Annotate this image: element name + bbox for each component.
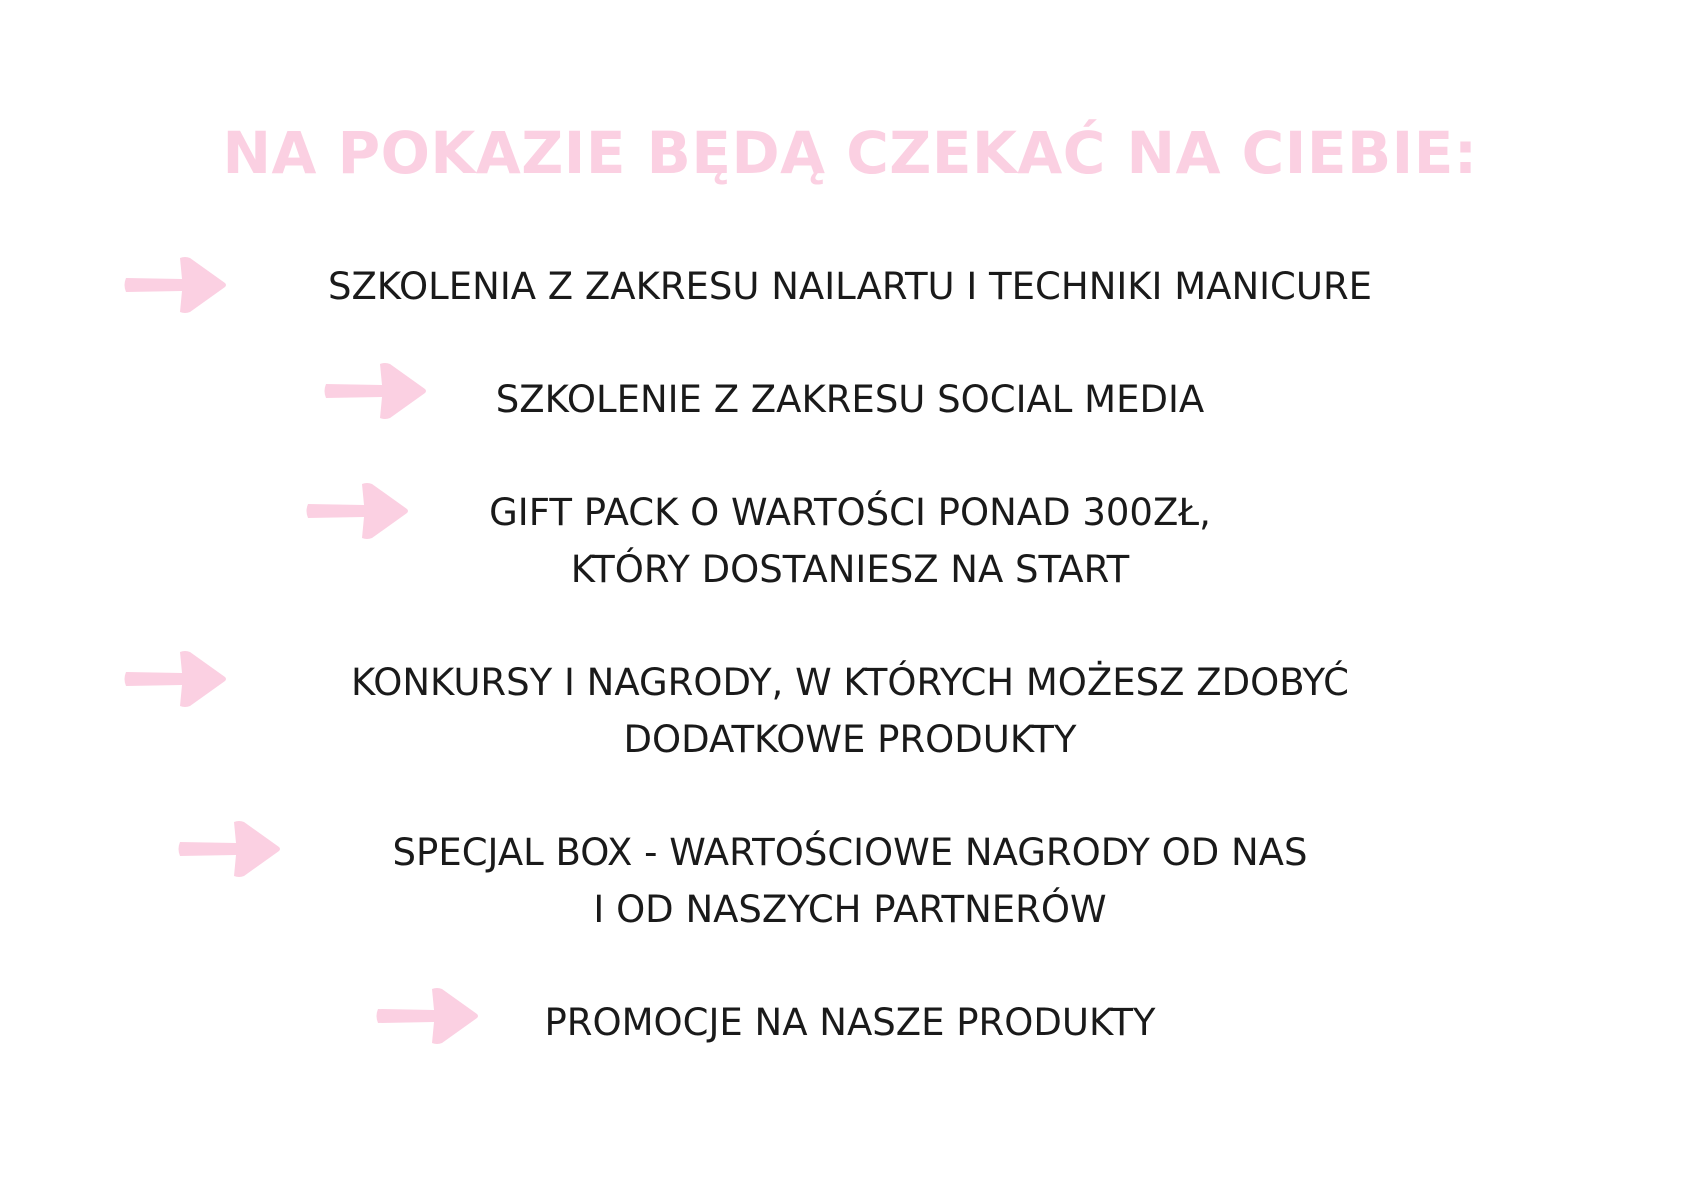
item-line: SPECJAL BOX - WARTOŚCIOWE NAGRODY OD NAS [392, 831, 1308, 874]
item-line: PROMOCJE NA NASZE PRODUKTY [544, 1001, 1156, 1044]
item-line: KTÓRY DOSTANIESZ NA START [570, 548, 1130, 591]
item-line: GIFT PACK O WARTOŚCI PONAD 300ZŁ, [489, 491, 1211, 534]
item-line: KONKURSY I NAGRODY, W KTÓRYCH MOŻESZ ZDOBYĆ [351, 661, 1349, 704]
item-line: SZKOLENIE Z ZAKRESU SOCIAL MEDIA [495, 378, 1205, 421]
list-item [250, 484, 1450, 598]
arrow-right-icon [120, 254, 228, 316]
list-item [250, 994, 1450, 1051]
list-item [250, 371, 1450, 428]
item-line: SZKOLENIA Z ZAKRESU NAILARTU I TECHNIKI MANICURE [327, 265, 1373, 308]
list-item [250, 824, 1450, 938]
item-line: I OD NASZYCH PARTNERÓW [593, 888, 1107, 931]
page-title: NA POKAZIE BĘDĄ CZEKAĆ NA CIEBIE: [222, 119, 1478, 187]
list-item [250, 654, 1450, 768]
arrow-right-icon [120, 648, 228, 710]
list-item [250, 258, 1450, 315]
item-line: DODATKOWE PRODUKTY [623, 718, 1077, 761]
